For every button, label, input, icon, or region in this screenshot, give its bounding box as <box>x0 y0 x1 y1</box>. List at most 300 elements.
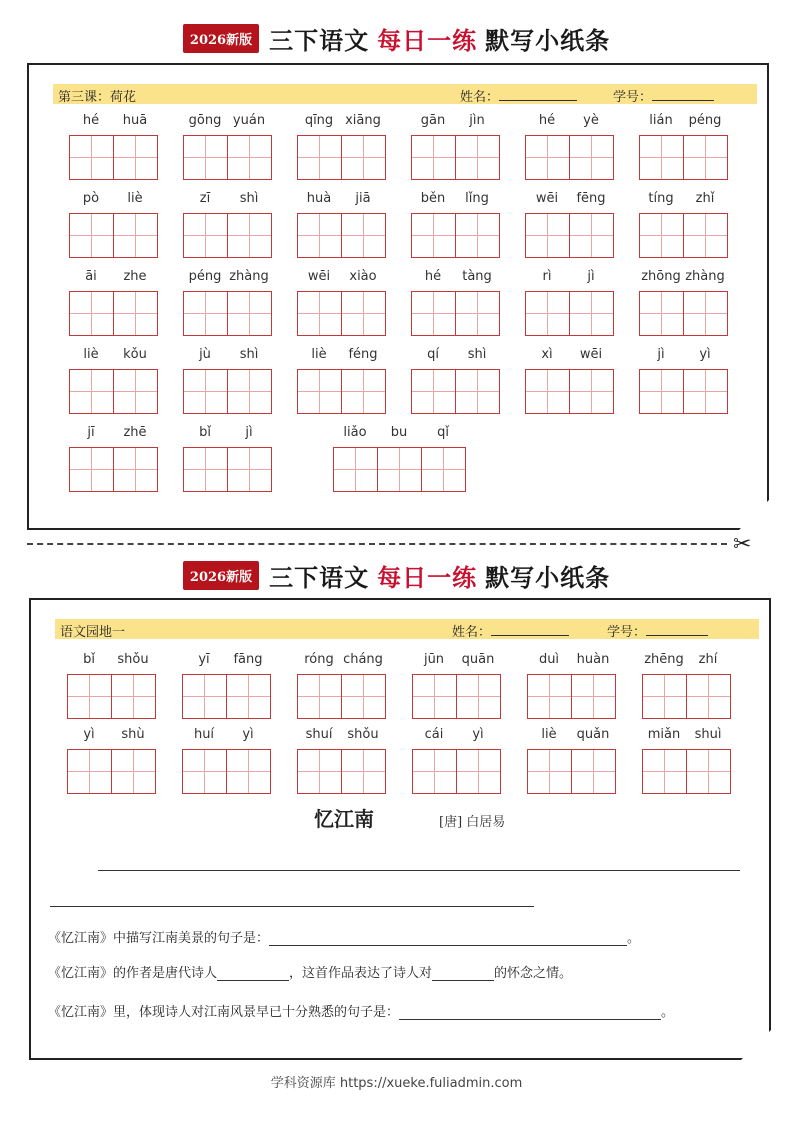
tianzige-cell[interactable] <box>183 750 226 793</box>
writing-boxes <box>69 135 158 180</box>
dictation-sheet-1 <box>27 63 769 530</box>
question-1-end: 。 <box>627 931 641 946</box>
tianzige-cell[interactable] <box>569 214 613 257</box>
pinyin-row <box>297 113 385 131</box>
pinyin-word <box>183 347 271 415</box>
tianzige-cell[interactable] <box>227 136 271 179</box>
pinyin-word <box>525 113 613 181</box>
pinyin-syllable: shì <box>467 347 487 362</box>
tianzige-cell[interactable] <box>456 750 500 793</box>
tianzige-cell[interactable] <box>111 675 155 718</box>
tianzige-cell[interactable] <box>643 750 686 793</box>
pinyin-syllable: yì <box>83 727 95 742</box>
pinyin-row <box>411 347 499 365</box>
question-1 <box>48 927 640 946</box>
lesson-title: 语文园地一 <box>60 625 126 640</box>
writing-boxes <box>411 369 500 414</box>
writing-boxes <box>69 213 158 258</box>
writing-boxes <box>297 369 386 414</box>
pinyin-row <box>182 727 270 745</box>
tianzige-cell[interactable] <box>298 750 341 793</box>
pinyin-syllable: yì <box>472 727 484 742</box>
pinyin-syllable: qí <box>427 347 439 362</box>
tianzige-cell[interactable] <box>68 750 111 793</box>
pinyin-word <box>297 727 385 795</box>
pinyin-syllable: jì <box>245 425 253 440</box>
tianzige-cell[interactable] <box>68 675 111 718</box>
pinyin-syllable: bǐ <box>199 425 211 440</box>
writing-boxes <box>69 291 158 336</box>
tianzige-cell[interactable] <box>455 292 499 335</box>
tianzige-cell[interactable] <box>184 370 227 413</box>
pinyin-syllable: huà <box>306 191 332 206</box>
question-2-text-b: ，这首作品表达了诗人对 <box>289 966 433 981</box>
tianzige-cell[interactable] <box>341 370 385 413</box>
pinyin-word <box>411 113 499 181</box>
pinyin-word <box>642 727 730 795</box>
lesson-title: 第三课：荷花 <box>58 90 137 105</box>
edition-badge: 2026新版 <box>183 561 259 590</box>
tianzige-cell[interactable] <box>683 136 727 179</box>
pinyin-syllable: jiā <box>355 191 371 206</box>
tianzige-cell[interactable] <box>298 214 341 257</box>
writing-boxes <box>183 447 272 492</box>
writing-boxes <box>297 674 386 719</box>
title-dictation: 默写小纸条 <box>485 25 611 55</box>
tianzige-cell[interactable] <box>184 214 227 257</box>
tianzige-cell[interactable] <box>569 136 613 179</box>
pinyin-word <box>183 425 271 493</box>
pinyin-row <box>69 269 157 287</box>
pinyin-syllable: běn <box>420 191 446 206</box>
pinyin-syllable: jìn <box>469 113 485 128</box>
student-id-field[interactable] <box>646 623 708 636</box>
pinyin-syllable: zhàng <box>685 269 725 284</box>
pinyin-row <box>639 113 727 131</box>
pinyin-syllable: liè <box>541 727 557 742</box>
tianzige-cell[interactable] <box>686 750 730 793</box>
pinyin-word <box>183 269 271 337</box>
tianzige-cell[interactable] <box>298 292 341 335</box>
pinyin-row <box>297 347 385 365</box>
writing-boxes <box>183 135 272 180</box>
pinyin-word <box>67 652 155 720</box>
pinyin-syllable: liǎo <box>343 425 367 440</box>
pinyin-word <box>412 652 500 720</box>
pinyin-syllable: shuì <box>694 727 722 742</box>
pinyin-syllable: bu <box>390 425 408 440</box>
writing-boxes <box>639 135 728 180</box>
pinyin-syllable: jì <box>587 269 595 284</box>
pinyin-syllable: jì <box>657 347 665 362</box>
pinyin-row <box>525 191 613 209</box>
pinyin-syllable: lián <box>649 113 673 128</box>
pinyin-syllable: shì <box>239 347 259 362</box>
tianzige-cell[interactable] <box>421 448 465 491</box>
pinyin-row <box>183 425 271 443</box>
title-daily: 每日一练 <box>377 25 478 55</box>
writing-boxes <box>297 213 386 258</box>
pinyin-word <box>69 269 157 337</box>
pinyin-syllable: shǒu <box>117 652 149 667</box>
tianzige-cell[interactable] <box>334 448 377 491</box>
pinyin-row <box>69 113 157 131</box>
tianzige-cell[interactable] <box>341 675 385 718</box>
tianzige-cell[interactable] <box>113 214 157 257</box>
pinyin-syllable: qīng <box>304 113 334 128</box>
tianzige-cell[interactable] <box>569 292 613 335</box>
pinyin-syllable: duì <box>538 652 560 667</box>
student-id-label: 学号： <box>607 625 647 640</box>
tianzige-cell[interactable] <box>683 292 727 335</box>
writing-boxes <box>411 135 500 180</box>
student-id-field[interactable] <box>652 88 714 101</box>
pinyin-word <box>411 269 499 337</box>
writing-boxes <box>412 674 501 719</box>
writing-boxes <box>183 213 272 258</box>
pinyin-syllable: xiāng <box>345 113 381 128</box>
pinyin-syllable: yī <box>198 652 210 667</box>
title-subject: 三下语文 <box>269 25 370 55</box>
tianzige-cell[interactable] <box>526 292 569 335</box>
tianzige-cell[interactable] <box>377 448 421 491</box>
writing-boxes <box>527 674 616 719</box>
tianzige-cell[interactable] <box>640 136 683 179</box>
tianzige-cell[interactable] <box>184 136 227 179</box>
pinyin-syllable: liè <box>83 347 99 362</box>
pinyin-syllable: zhí <box>698 652 718 667</box>
pinyin-word <box>69 425 157 493</box>
page-curl <box>739 500 769 530</box>
writing-boxes <box>297 135 386 180</box>
pinyin-syllable: yuán <box>232 113 266 128</box>
pinyin-word <box>642 652 730 720</box>
pinyin-row <box>525 113 613 131</box>
tianzige-cell[interactable] <box>298 675 341 718</box>
writing-boxes <box>411 291 500 336</box>
tianzige-cell[interactable] <box>298 370 341 413</box>
tianzige-cell[interactable] <box>111 750 155 793</box>
writing-boxes <box>333 447 466 492</box>
dictation-sheet-2 <box>29 598 771 1060</box>
footer-source: 学科资源库 https://xueke.fuliadmin.com <box>270 1076 523 1091</box>
pinyin-syllable: zhē <box>123 425 147 440</box>
pinyin-row <box>183 113 271 131</box>
question-2-text-a: 《忆江南》的作者是唐代诗人 <box>48 966 218 981</box>
tianzige-cell[interactable] <box>683 214 727 257</box>
pinyin-word <box>183 191 271 259</box>
tianzige-cell[interactable] <box>227 370 271 413</box>
title-dictation: 默写小纸条 <box>485 562 611 592</box>
poem-title: 忆江南 <box>314 807 374 831</box>
pinyin-syllable: fāng <box>233 652 263 667</box>
tianzige-cell[interactable] <box>341 750 385 793</box>
tianzige-cell[interactable] <box>227 292 271 335</box>
question-3-text: 《忆江南》里，体现诗人对江南风景早已十分熟悉的句子是： <box>48 1005 400 1020</box>
writing-boxes <box>67 749 156 794</box>
pinyin-syllable: zī <box>199 191 211 206</box>
tianzige-cell[interactable] <box>455 370 499 413</box>
pinyin-syllable: pò <box>82 191 100 206</box>
tianzige-cell[interactable] <box>412 370 455 413</box>
pinyin-syllable: liè <box>127 191 143 206</box>
pinyin-syllable: bǐ <box>83 652 95 667</box>
pinyin-syllable: jī <box>87 425 95 440</box>
writing-boxes <box>642 749 731 794</box>
tianzige-cell[interactable] <box>226 750 270 793</box>
pinyin-row <box>642 652 730 670</box>
pinyin-syllable: shì <box>239 191 259 206</box>
pinyin-syllable: āi <box>85 269 97 284</box>
pinyin-row <box>412 727 500 745</box>
answer-blank[interactable] <box>432 968 494 981</box>
pinyin-word <box>182 727 270 795</box>
pinyin-syllable: hé <box>424 269 442 284</box>
poem-writing-line-2[interactable] <box>50 906 534 907</box>
pinyin-word <box>527 727 615 795</box>
pinyin-row <box>183 269 271 287</box>
cut-line <box>27 543 727 545</box>
tianzige-cell[interactable] <box>412 136 455 179</box>
pinyin-syllable: péng <box>688 113 722 128</box>
tianzige-cell[interactable] <box>227 448 271 491</box>
tianzige-cell[interactable] <box>455 214 499 257</box>
tianzige-cell[interactable] <box>70 214 113 257</box>
poem-author: [唐] 白居易 <box>439 815 506 830</box>
writing-boxes <box>642 674 731 719</box>
pinyin-row <box>69 347 157 365</box>
answer-blank[interactable] <box>399 1007 661 1020</box>
tianzige-cell[interactable] <box>341 214 385 257</box>
pinyin-word <box>527 652 615 720</box>
tianzige-cell[interactable] <box>113 370 157 413</box>
tianzige-cell[interactable] <box>412 292 455 335</box>
tianzige-cell[interactable] <box>526 136 569 179</box>
pinyin-word <box>182 652 270 720</box>
pinyin-syllable: yè <box>583 113 599 128</box>
pinyin-row <box>69 425 157 443</box>
pinyin-word <box>69 347 157 415</box>
pinyin-syllable: quān <box>461 652 495 667</box>
pinyin-syllable: zhe <box>123 269 147 284</box>
tianzige-cell[interactable] <box>183 675 226 718</box>
pinyin-word <box>525 191 613 259</box>
pinyin-word <box>525 269 613 337</box>
writing-boxes <box>525 135 614 180</box>
writing-boxes <box>639 213 728 258</box>
pinyin-row <box>412 652 500 670</box>
tianzige-cell[interactable] <box>569 370 613 413</box>
writing-boxes <box>297 291 386 336</box>
tianzige-cell[interactable] <box>226 675 270 718</box>
tianzige-cell[interactable] <box>113 448 157 491</box>
pinyin-row <box>297 269 385 287</box>
pinyin-syllable: xì <box>541 347 553 362</box>
pinyin-word <box>69 191 157 259</box>
pinyin-syllable: wēi <box>535 191 559 206</box>
pinyin-row <box>639 191 727 209</box>
pinyin-syllable: shuí <box>305 727 333 742</box>
writing-boxes <box>69 447 158 492</box>
question-2-text-c: 的怀念之情。 <box>494 966 573 981</box>
pinyin-syllable: gān <box>420 113 446 128</box>
tianzige-cell[interactable] <box>113 292 157 335</box>
pinyin-syllable: cái <box>424 727 444 742</box>
pinyin-syllable: jūn <box>423 652 445 667</box>
writing-boxes <box>412 749 501 794</box>
pinyin-word <box>639 269 727 337</box>
tianzige-cell[interactable] <box>643 675 686 718</box>
answer-blank[interactable] <box>217 968 289 981</box>
tianzige-cell[interactable] <box>412 214 455 257</box>
tianzige-cell[interactable] <box>70 370 113 413</box>
writing-boxes <box>527 749 616 794</box>
pinyin-word <box>69 113 157 181</box>
tianzige-cell[interactable] <box>341 136 385 179</box>
pinyin-word <box>297 652 385 720</box>
pinyin-syllable: cháng <box>343 652 383 667</box>
writing-boxes <box>639 291 728 336</box>
tianzige-cell[interactable] <box>526 370 569 413</box>
tianzige-cell[interactable] <box>341 292 385 335</box>
question-3 <box>48 1001 674 1020</box>
pinyin-syllable: quǎn <box>576 727 610 742</box>
pinyin-row <box>639 269 727 287</box>
question-3-end: 。 <box>661 1005 675 1020</box>
tianzige-cell[interactable] <box>70 448 113 491</box>
name-field[interactable] <box>491 623 569 636</box>
pinyin-syllable: féng <box>348 347 378 362</box>
pinyin-word <box>183 113 271 181</box>
pinyin-row <box>525 347 613 365</box>
tianzige-cell[interactable] <box>528 675 571 718</box>
writing-boxes <box>525 369 614 414</box>
question-1-text: 《忆江南》中描写江南美景的句子是： <box>48 931 270 946</box>
scissors-icon: ✂ <box>733 532 752 557</box>
pinyin-syllable: zhōng <box>641 269 681 284</box>
tianzige-cell[interactable] <box>456 675 500 718</box>
pinyin-word <box>639 347 727 415</box>
page-curl <box>741 1030 771 1060</box>
answer-blank[interactable] <box>269 933 627 946</box>
tianzige-cell[interactable] <box>526 214 569 257</box>
pinyin-row <box>183 191 271 209</box>
pinyin-row <box>525 269 613 287</box>
tianzige-cell[interactable] <box>70 136 113 179</box>
poem-writing-line-1[interactable] <box>98 870 740 871</box>
tianzige-cell[interactable] <box>640 292 683 335</box>
pinyin-row <box>411 269 499 287</box>
pinyin-row <box>67 652 155 670</box>
pinyin-syllable: yì <box>699 347 711 362</box>
pinyin-syllable: zhǐ <box>695 191 715 206</box>
pinyin-word <box>333 425 465 493</box>
name-label: 姓名： <box>452 625 492 640</box>
writing-boxes <box>69 369 158 414</box>
tianzige-cell[interactable] <box>640 370 683 413</box>
pinyin-word <box>67 727 155 795</box>
pinyin-syllable: huàn <box>576 652 610 667</box>
tianzige-cell[interactable] <box>227 214 271 257</box>
pinyin-syllable: shù <box>121 727 145 742</box>
pinyin-syllable: shǒu <box>347 727 379 742</box>
pinyin-syllable: rì <box>542 269 552 284</box>
writing-boxes <box>639 369 728 414</box>
tianzige-cell[interactable] <box>413 675 456 718</box>
edition-badge: 2026新版 <box>183 24 259 53</box>
pinyin-syllable: hé <box>538 113 556 128</box>
tianzige-cell[interactable] <box>683 370 727 413</box>
pinyin-word <box>525 347 613 415</box>
tianzige-cell[interactable] <box>70 292 113 335</box>
pinyin-syllable: tàng <box>462 269 492 284</box>
pinyin-syllable: yì <box>242 727 254 742</box>
pinyin-syllable: wēi <box>579 347 603 362</box>
pinyin-word <box>411 191 499 259</box>
tianzige-cell[interactable] <box>184 292 227 335</box>
writing-boxes <box>525 213 614 258</box>
pinyin-syllable: xiào <box>349 269 377 284</box>
pinyin-syllable: fēng <box>576 191 606 206</box>
pinyin-word <box>412 727 500 795</box>
pinyin-row <box>527 652 615 670</box>
writing-boxes <box>297 749 386 794</box>
tianzige-cell[interactable] <box>640 214 683 257</box>
pinyin-row <box>297 727 385 745</box>
tianzige-cell[interactable] <box>413 750 456 793</box>
writing-boxes <box>182 674 271 719</box>
info-bar <box>55 619 759 639</box>
name-label: 姓名： <box>460 90 500 105</box>
pinyin-syllable: wēi <box>307 269 331 284</box>
pinyin-syllable: zhàng <box>229 269 269 284</box>
pinyin-row <box>67 727 155 745</box>
pinyin-syllable: huí <box>193 727 215 742</box>
tianzige-cell[interactable] <box>184 448 227 491</box>
pinyin-syllable: gōng <box>188 113 222 128</box>
pinyin-word <box>411 347 499 415</box>
pinyin-word <box>297 191 385 259</box>
pinyin-row <box>642 727 730 745</box>
pinyin-row <box>183 347 271 365</box>
writing-boxes <box>67 674 156 719</box>
writing-boxes <box>411 213 500 258</box>
pinyin-syllable: liè <box>311 347 327 362</box>
tianzige-cell[interactable] <box>686 675 730 718</box>
pinyin-row <box>69 191 157 209</box>
writing-boxes <box>183 369 272 414</box>
pinyin-row <box>527 727 615 745</box>
tianzige-cell[interactable] <box>298 136 341 179</box>
pinyin-word <box>639 191 727 259</box>
name-field[interactable] <box>499 88 577 101</box>
pinyin-syllable: lǐng <box>465 191 489 206</box>
pinyin-syllable: kǒu <box>123 347 147 362</box>
pinyin-row <box>182 652 270 670</box>
tianzige-cell[interactable] <box>528 750 571 793</box>
pinyin-word <box>297 269 385 337</box>
tianzige-cell[interactable] <box>571 750 615 793</box>
writing-boxes <box>182 749 271 794</box>
tianzige-cell[interactable] <box>113 136 157 179</box>
writing-boxes <box>525 291 614 336</box>
writing-boxes <box>183 291 272 336</box>
pinyin-row <box>411 191 499 209</box>
tianzige-cell[interactable] <box>571 675 615 718</box>
pinyin-syllable: róng <box>304 652 334 667</box>
tianzige-cell[interactable] <box>455 136 499 179</box>
question-2 <box>48 962 572 981</box>
